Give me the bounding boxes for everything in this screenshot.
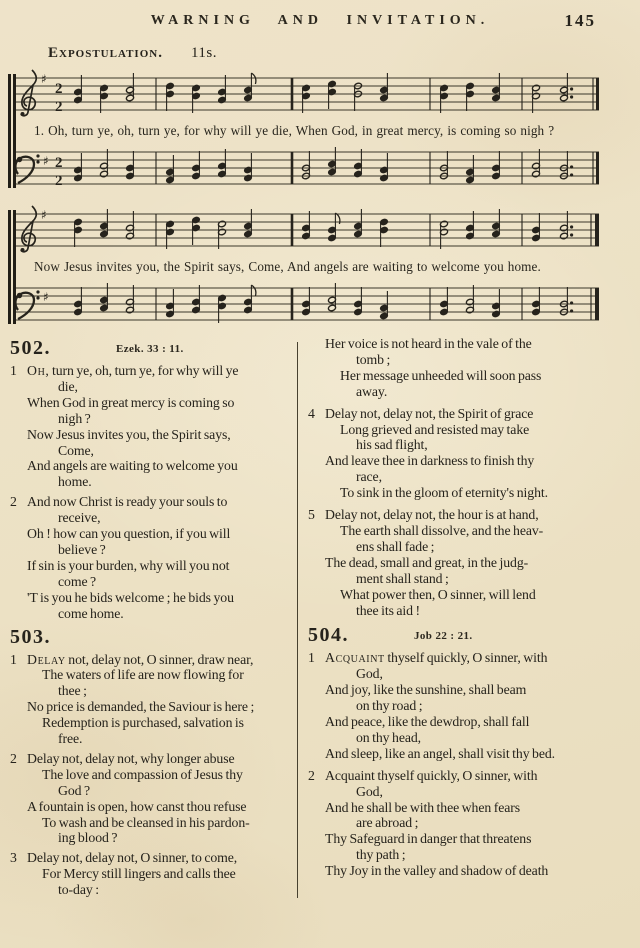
note-chord <box>74 287 83 316</box>
hymn-verse <box>308 507 608 618</box>
hymn-verse <box>308 406 608 501</box>
note-chord <box>100 283 109 312</box>
verse-line: Now Jesus invites you, the Spirit says, <box>27 426 231 442</box>
verse-line: Her message unheeded will soon pass <box>340 367 542 383</box>
tune-meter: 11s. <box>190 45 217 61</box>
key-signature-sharp-icon: ♯ <box>41 72 47 86</box>
note-chord <box>492 289 501 318</box>
verse-line: free. <box>58 731 83 747</box>
verse-line: thee ; <box>58 683 87 699</box>
note-chord <box>380 153 389 182</box>
final-barline <box>595 214 599 246</box>
bass-clef-icon <box>36 296 39 299</box>
verse-line: And peace, like the dewdrop, shall fall <box>325 714 530 730</box>
treble-clef-icon <box>21 112 25 116</box>
verse-line: Oh, turn ye, oh, turn ye, for why will ye <box>27 363 239 378</box>
note-chord <box>492 209 501 238</box>
music-lyric-line-2: Now Jesus invites you, the Spirit says, Come, And angels are waiting to welcome you home. <box>34 259 541 274</box>
verse-line: Acquaint thyself quickly, O sinner, with <box>325 650 548 666</box>
key-signature-sharp-icon: ♯ <box>43 154 49 168</box>
verse-line: Thy Safeguard in danger that threatens <box>325 831 532 847</box>
verse-line: What power then, O sinner, will lend <box>340 586 536 602</box>
note-chord <box>192 84 201 113</box>
verse-line: tomb ; <box>356 351 391 367</box>
verse-line: Acquaint thyself quickly, O sinner, with <box>325 767 538 783</box>
treble-clef-icon <box>21 248 25 252</box>
time-signature: 2 <box>55 173 63 189</box>
verse-line: receive, <box>58 510 101 526</box>
hymn-number: 502. <box>10 337 51 359</box>
note-chord <box>440 151 449 180</box>
note-chord <box>440 220 449 249</box>
page-number: 145 <box>564 11 596 30</box>
verse-line: To sink in the gloom of eternity's night. <box>340 485 548 501</box>
bass-staff <box>8 276 604 332</box>
hymn-number: 504. <box>308 624 349 647</box>
note-chord <box>354 209 363 238</box>
note-chord <box>244 153 253 182</box>
verse-line: on thy road ; <box>356 698 423 714</box>
note-chord <box>166 289 175 318</box>
verse-line: The dead, small and great, in the judg- <box>325 554 529 570</box>
note-chord <box>328 283 337 312</box>
note-chord <box>302 211 311 240</box>
verse-line: And joy, like the sunshine, shall beam <box>325 682 527 698</box>
verse-line: And leave thee in darkness to finish thy <box>325 453 535 469</box>
note-chord <box>166 82 175 111</box>
music-lyric-line-1: 1. Oh, turn ye, oh, turn ye, for why will ye die, When God, in great mercy, is coming so nigh ? <box>34 123 555 138</box>
note-chord <box>244 285 256 314</box>
verse-line: Delay not, delay not, why longer abuse <box>27 750 235 766</box>
verse-line: come ? <box>58 573 97 589</box>
note-chord <box>380 291 389 320</box>
hymn-verse <box>10 363 296 490</box>
verse-line: race, <box>356 469 382 485</box>
note-chord <box>532 149 541 178</box>
hymn-column-left <box>10 336 296 902</box>
note-chord <box>74 218 83 247</box>
treble-staff <box>8 66 604 122</box>
verse-number: 4 <box>308 405 315 421</box>
verse-line: on thy head, <box>356 729 422 745</box>
note-chord <box>466 82 475 111</box>
note-chord <box>354 149 363 178</box>
hymn-verse <box>10 751 296 846</box>
verse-line: ment shall stand ; <box>356 570 449 586</box>
hymn-verse <box>308 650 608 761</box>
verse-number: 2 <box>10 494 17 510</box>
verse-line: Oh ! how can you question, if you will <box>27 526 231 542</box>
bass-clef-icon <box>36 290 39 293</box>
note-chord <box>126 211 135 240</box>
time-signature: 2 <box>55 81 63 97</box>
note-chord <box>560 151 574 180</box>
verse-number: 1 <box>308 650 315 666</box>
note-chord <box>328 80 337 109</box>
verse-line: Thy Joy in the valley and shadow of death <box>325 863 549 879</box>
verse-number: 5 <box>308 507 315 523</box>
key-signature-sharp-icon: ♯ <box>41 208 47 222</box>
note-chord <box>192 151 201 180</box>
note-chord <box>532 287 541 316</box>
verse-line: come home. <box>58 605 124 621</box>
verse-line: And sleep, like an angel, shall visit thy bed. <box>325 745 556 761</box>
note-chord <box>328 213 340 242</box>
note-chord <box>466 155 475 184</box>
note-chord <box>100 209 109 238</box>
note-chord <box>218 220 227 249</box>
verse-line: thee its aid ! <box>356 602 421 618</box>
verse-line: Delay not, delay not, the Spirit of grace <box>325 405 534 421</box>
note-chord <box>218 294 227 323</box>
verse-line: Redemption is purchased, salvation is <box>42 715 244 731</box>
verse-line: Delay not, delay not, the hour is at hand, <box>325 507 539 523</box>
note-chord <box>218 75 227 104</box>
verse-lead-word: Acquaint <box>325 650 385 666</box>
note-chord <box>380 218 389 247</box>
verse-line: Her voice is not heard in the vale of the <box>325 336 532 351</box>
verse-line: are abroad ; <box>356 815 419 831</box>
note-chord <box>74 75 83 104</box>
verse-line: And angels are waiting to welcome you <box>27 458 238 474</box>
note-chord <box>74 153 83 182</box>
hymn-number: 503. <box>10 625 51 648</box>
note-chord <box>466 285 475 314</box>
verse-line: The love and compassion of Jesus thy <box>42 766 243 782</box>
verse-line: A fountain is open, how canst thou refuse <box>27 798 247 814</box>
music-system-1 <box>8 66 604 196</box>
verse-line: nigh ? <box>58 410 91 426</box>
time-signature: 2 <box>55 155 63 171</box>
note-chord <box>560 287 574 316</box>
verse-line: away. <box>356 383 388 399</box>
note-chord <box>192 216 201 245</box>
key-signature-sharp-icon: ♯ <box>43 290 49 304</box>
scripture-reference: Ezek. 33 : 11. <box>116 343 184 355</box>
note-chord <box>302 151 311 180</box>
final-barline <box>596 152 599 184</box>
note-chord <box>532 84 541 113</box>
verse-line: Delay not, delay not, O sinner, to come, <box>27 850 238 866</box>
note-chord <box>100 84 109 113</box>
hymn-header <box>308 624 608 648</box>
note-chord <box>302 287 311 316</box>
tune-title-line <box>48 45 217 62</box>
scripture-reference: Job 22 : 21. <box>414 630 473 643</box>
final-barline <box>596 78 599 110</box>
hymn-verse <box>308 336 608 400</box>
note-chord <box>244 73 256 102</box>
note-chord <box>218 149 227 178</box>
note-chord <box>560 211 574 240</box>
note-chord <box>244 209 253 238</box>
note-chord <box>440 84 449 113</box>
verse-line: God ? <box>58 782 91 798</box>
hymn-verse <box>10 494 296 621</box>
verse-line: And now Christ is ready your souls to <box>27 494 228 510</box>
note-chord <box>466 211 475 240</box>
verse-line: to-day : <box>58 882 99 898</box>
verse-line: thy path ; <box>356 847 406 863</box>
verse-line: die, <box>58 378 78 394</box>
verse-line: Delay not, delay not, O sinner, draw near, <box>27 651 254 667</box>
note-chord <box>440 287 449 316</box>
hymn-header <box>10 626 296 650</box>
tune-name: Expostulation. <box>48 45 163 61</box>
verse-lead-word: Delay <box>27 651 66 667</box>
verse-line: home. <box>58 474 92 490</box>
verse-line: his sad flight, <box>356 437 428 453</box>
hymn-verse <box>308 768 608 879</box>
column-divider-rule <box>297 342 298 898</box>
verse-line: God, <box>356 666 383 682</box>
final-barline <box>595 288 599 320</box>
hymn-header <box>10 337 296 361</box>
note-chord <box>354 82 363 111</box>
bass-staff <box>8 140 604 196</box>
verse-number: 1 <box>10 363 17 378</box>
verse-line: For Mercy still lingers and calls thee <box>42 866 236 882</box>
note-chord <box>126 285 135 314</box>
verse-line: 'T is you he bids welcome ; he bids you <box>27 589 234 605</box>
note-chord <box>192 285 201 314</box>
bass-clef-icon <box>36 154 39 157</box>
note-chord <box>126 73 135 102</box>
hymn-column-right <box>308 336 608 902</box>
note-chord <box>328 147 337 176</box>
note-chord <box>166 220 175 249</box>
running-head <box>0 13 640 35</box>
verse-number: 1 <box>10 651 17 667</box>
page-header-title: WARNING AND INVITATION. <box>150 13 490 28</box>
verse-line: ens shall fade ; <box>356 538 435 554</box>
note-chord <box>354 287 363 316</box>
verse-number: 3 <box>10 850 17 866</box>
treble-clef-icon <box>21 70 36 116</box>
hymn-verse <box>10 850 296 898</box>
note-chord <box>560 73 574 102</box>
verse-line: Come, <box>58 442 94 458</box>
verse-line: When God in great mercy is coming so <box>27 394 235 410</box>
treble-staff <box>8 202 604 258</box>
verse-line: The waters of life are now flowing for <box>42 667 244 683</box>
verse-line: Long grieved and resisted may take <box>340 421 530 437</box>
note-chord <box>302 84 311 113</box>
note-chord <box>380 73 389 102</box>
note-chord <box>492 151 501 180</box>
verse-number: 2 <box>10 750 17 766</box>
verse-line: And he shall be with thee when fears <box>325 799 521 815</box>
verse-line: To wash and be cleansed in his pardon- <box>42 814 250 830</box>
verse-line: God, <box>356 783 383 799</box>
bass-clef-icon <box>17 293 22 298</box>
hymn-text-columns <box>0 336 640 916</box>
bass-clef-icon <box>17 157 22 162</box>
treble-clef-icon <box>21 206 36 252</box>
verse-line: If sin is your burden, why will you not <box>27 557 230 573</box>
verse-lead-word: Oh, <box>27 363 50 378</box>
verse-number: 2 <box>308 767 315 783</box>
note-chord <box>126 151 135 180</box>
verse-line: The earth shall dissolve, and the heav- <box>340 522 544 538</box>
note-chord <box>492 73 501 102</box>
verse-line: ing blood ? <box>58 830 118 846</box>
note-chord <box>532 213 541 242</box>
note-chord <box>100 149 109 178</box>
hymn-verse <box>10 652 296 747</box>
music-system-2 <box>8 202 604 332</box>
bass-clef-icon <box>36 160 39 163</box>
verse-line: believe ? <box>58 541 106 557</box>
verse-line: No price is demanded, the Saviour is here ; <box>27 699 255 715</box>
note-chord <box>166 155 175 184</box>
time-signature: 2 <box>55 99 63 115</box>
